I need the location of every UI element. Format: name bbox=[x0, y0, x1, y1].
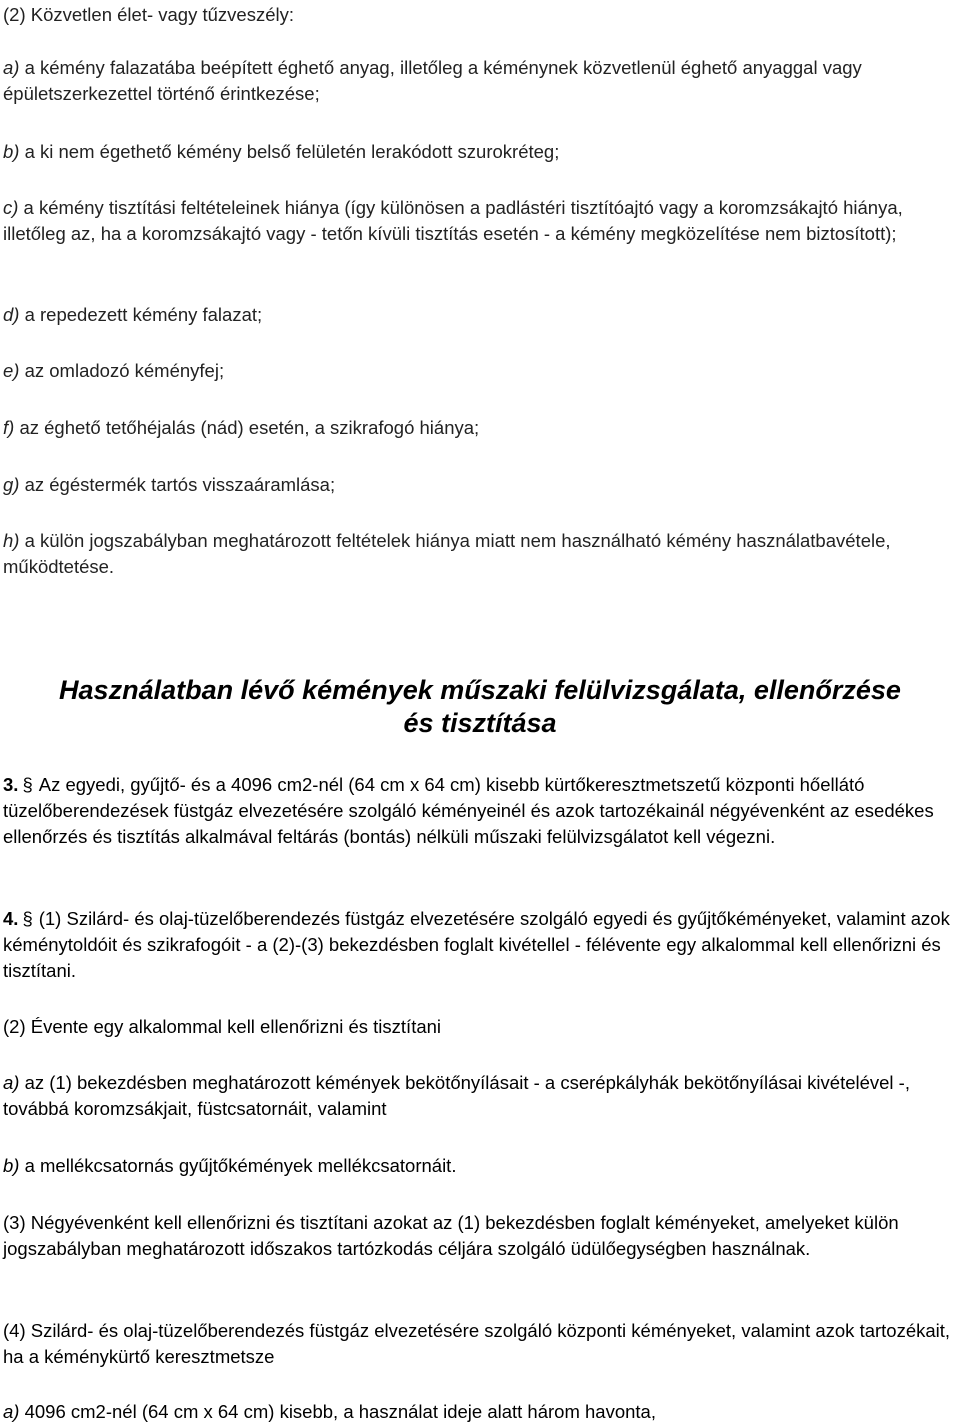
paragraph-4-number: 4. bbox=[3, 908, 19, 929]
paragraph-4-1-text: (1) Szilárd- és olaj-tüzelőberendezés füstgáz elvezetésére szolgáló egyedi és gyűjtőkéményeket, valamint azok kéménytoldóit és szikrafogóit - a (2)-(3) bekezdésben foglalt kivétellel - félévente egy alkalommal kell ellenőrizni és tisztítani. bbox=[3, 908, 950, 981]
item-c bbox=[3, 195, 957, 247]
paragraph-4-4-a-text: 4096 cm2-nél (64 cm x 64 cm) kisebb, a használat ideje alatt három havonta, bbox=[19, 1401, 656, 1422]
paragraph-4-2-text: (2) Évente egy alkalommal kell ellenőrizni és tisztítani bbox=[3, 1016, 442, 1037]
item-b-text: a ki nem égethető kémény belső felületén lerakódott szurokréteg; bbox=[19, 141, 560, 162]
item-h-text: a külön jogszabályban meghatározott feltételek hiánya miatt nem használható kémény használatbavétele, működtetése. bbox=[3, 530, 891, 577]
paragraph-4-2 bbox=[3, 1014, 957, 1040]
paragraph-4-2-b-label: b) bbox=[3, 1155, 20, 1176]
item-g-text: az égéstermék tartós visszaáramlása; bbox=[19, 474, 336, 495]
paragraph-4-4-a-label: a) bbox=[3, 1401, 20, 1422]
section-2-intro-text: (2) Közvetlen élet- vagy tűzveszély: bbox=[3, 4, 294, 25]
item-a-text: a kémény falazatába beépített éghető anyag, illetőleg a kéménynek közvetlenül éghető anyaggal vagy épületszerkezettel történő érintkezése; bbox=[3, 57, 862, 104]
item-f-label: f) bbox=[3, 417, 15, 438]
item-b-label: b) bbox=[3, 141, 20, 162]
paragraph-4-2-a-text: az (1) bekezdésben meghatározott kémények bekötőnyílásait - a cserépkályhák bekötőnyílásai kivételével -, továbbá koromzsákjait, füstcsatornáit, valamint bbox=[3, 1072, 910, 1119]
section-heading-line-2: és tisztítása bbox=[403, 708, 557, 738]
item-e bbox=[3, 358, 957, 384]
section-heading-line-1: Használatban lévő kémények műszaki felülvizsgálata, ellenőrzése bbox=[59, 675, 901, 705]
item-d bbox=[3, 302, 957, 328]
item-d-label: d) bbox=[3, 304, 20, 325]
paragraph-3-text: Az egyedi, gyűjtő- és a 4096 cm2-nél (64 cm x 64 cm) kisebb kürtőkeresztmetszetű központi hőellátó tüzelőberendezések füstgáz elvezetésére szolgáló kéményeinél és azok tartozékainál négyévenként az esedékes ellenőrzés és tisztítás alkalmával feltárás (bontás) nélküli műszaki felülvizsgálatot kell végezni. bbox=[3, 774, 934, 847]
item-h bbox=[3, 528, 957, 580]
paragraph-4-2-b-text: a mellékcsatornás gyűjtőkémények mellékcsatornáit. bbox=[19, 1155, 457, 1176]
item-a bbox=[3, 55, 957, 107]
item-a-label: a) bbox=[3, 57, 20, 78]
paragraph-4-2-a-label: a) bbox=[3, 1072, 20, 1093]
item-f-text: az éghető tetőhéjalás (nád) esetén, a szikrafogó hiánya; bbox=[14, 417, 480, 438]
item-e-label: e) bbox=[3, 360, 20, 381]
section-sign-icon[interactable]: § bbox=[22, 774, 33, 795]
paragraph-4-2-b bbox=[3, 1153, 957, 1179]
paragraph-4-2-a bbox=[3, 1070, 957, 1122]
paragraph-4-1 bbox=[3, 906, 957, 984]
item-f bbox=[3, 415, 957, 441]
section-heading bbox=[0, 674, 960, 740]
paragraph-3-number: 3. bbox=[3, 774, 19, 795]
item-g bbox=[3, 472, 957, 498]
paragraph-4-3-text: (3) Négyévenként kell ellenőrizni és tisztítani azokat az (1) bekezdésben foglalt kéményeket, amelyeket külön jogszabályban meghatározott időszakos tartózkodás céljára szolgáló üdülőegységben használnak. bbox=[3, 1212, 899, 1259]
item-e-text: az omladozó kéményfej; bbox=[19, 360, 225, 381]
paragraph-3 bbox=[3, 772, 957, 850]
paragraph-4-4 bbox=[3, 1318, 957, 1370]
paragraph-4-3 bbox=[3, 1210, 957, 1262]
paragraph-4-4-a bbox=[3, 1399, 957, 1425]
section-sign-icon[interactable]: § bbox=[22, 908, 33, 929]
item-c-text: a kémény tisztítási feltételeinek hiánya (így különösen a padlástéri tisztítóajtó vagy a koromzsákajtó hiánya, illetőleg az, ha a koromzsákajtó vagy - tetőn kívüli tisztítás esetén - a kémény megközelítése nem biztosított); bbox=[3, 197, 903, 244]
item-b bbox=[3, 139, 957, 165]
item-g-label: g) bbox=[3, 474, 20, 495]
section-2-intro bbox=[3, 2, 957, 28]
item-d-text: a repedezett kémény falazat; bbox=[19, 304, 263, 325]
item-c-label: c) bbox=[3, 197, 19, 218]
item-h-label: h) bbox=[3, 530, 20, 551]
paragraph-4-4-text: (4) Szilárd- és olaj-tüzelőberendezés füstgáz elvezetésére szolgáló központi kéményeket, valamint azok tartozékait, ha a kéménykürtő keresztmetsze bbox=[3, 1320, 951, 1367]
